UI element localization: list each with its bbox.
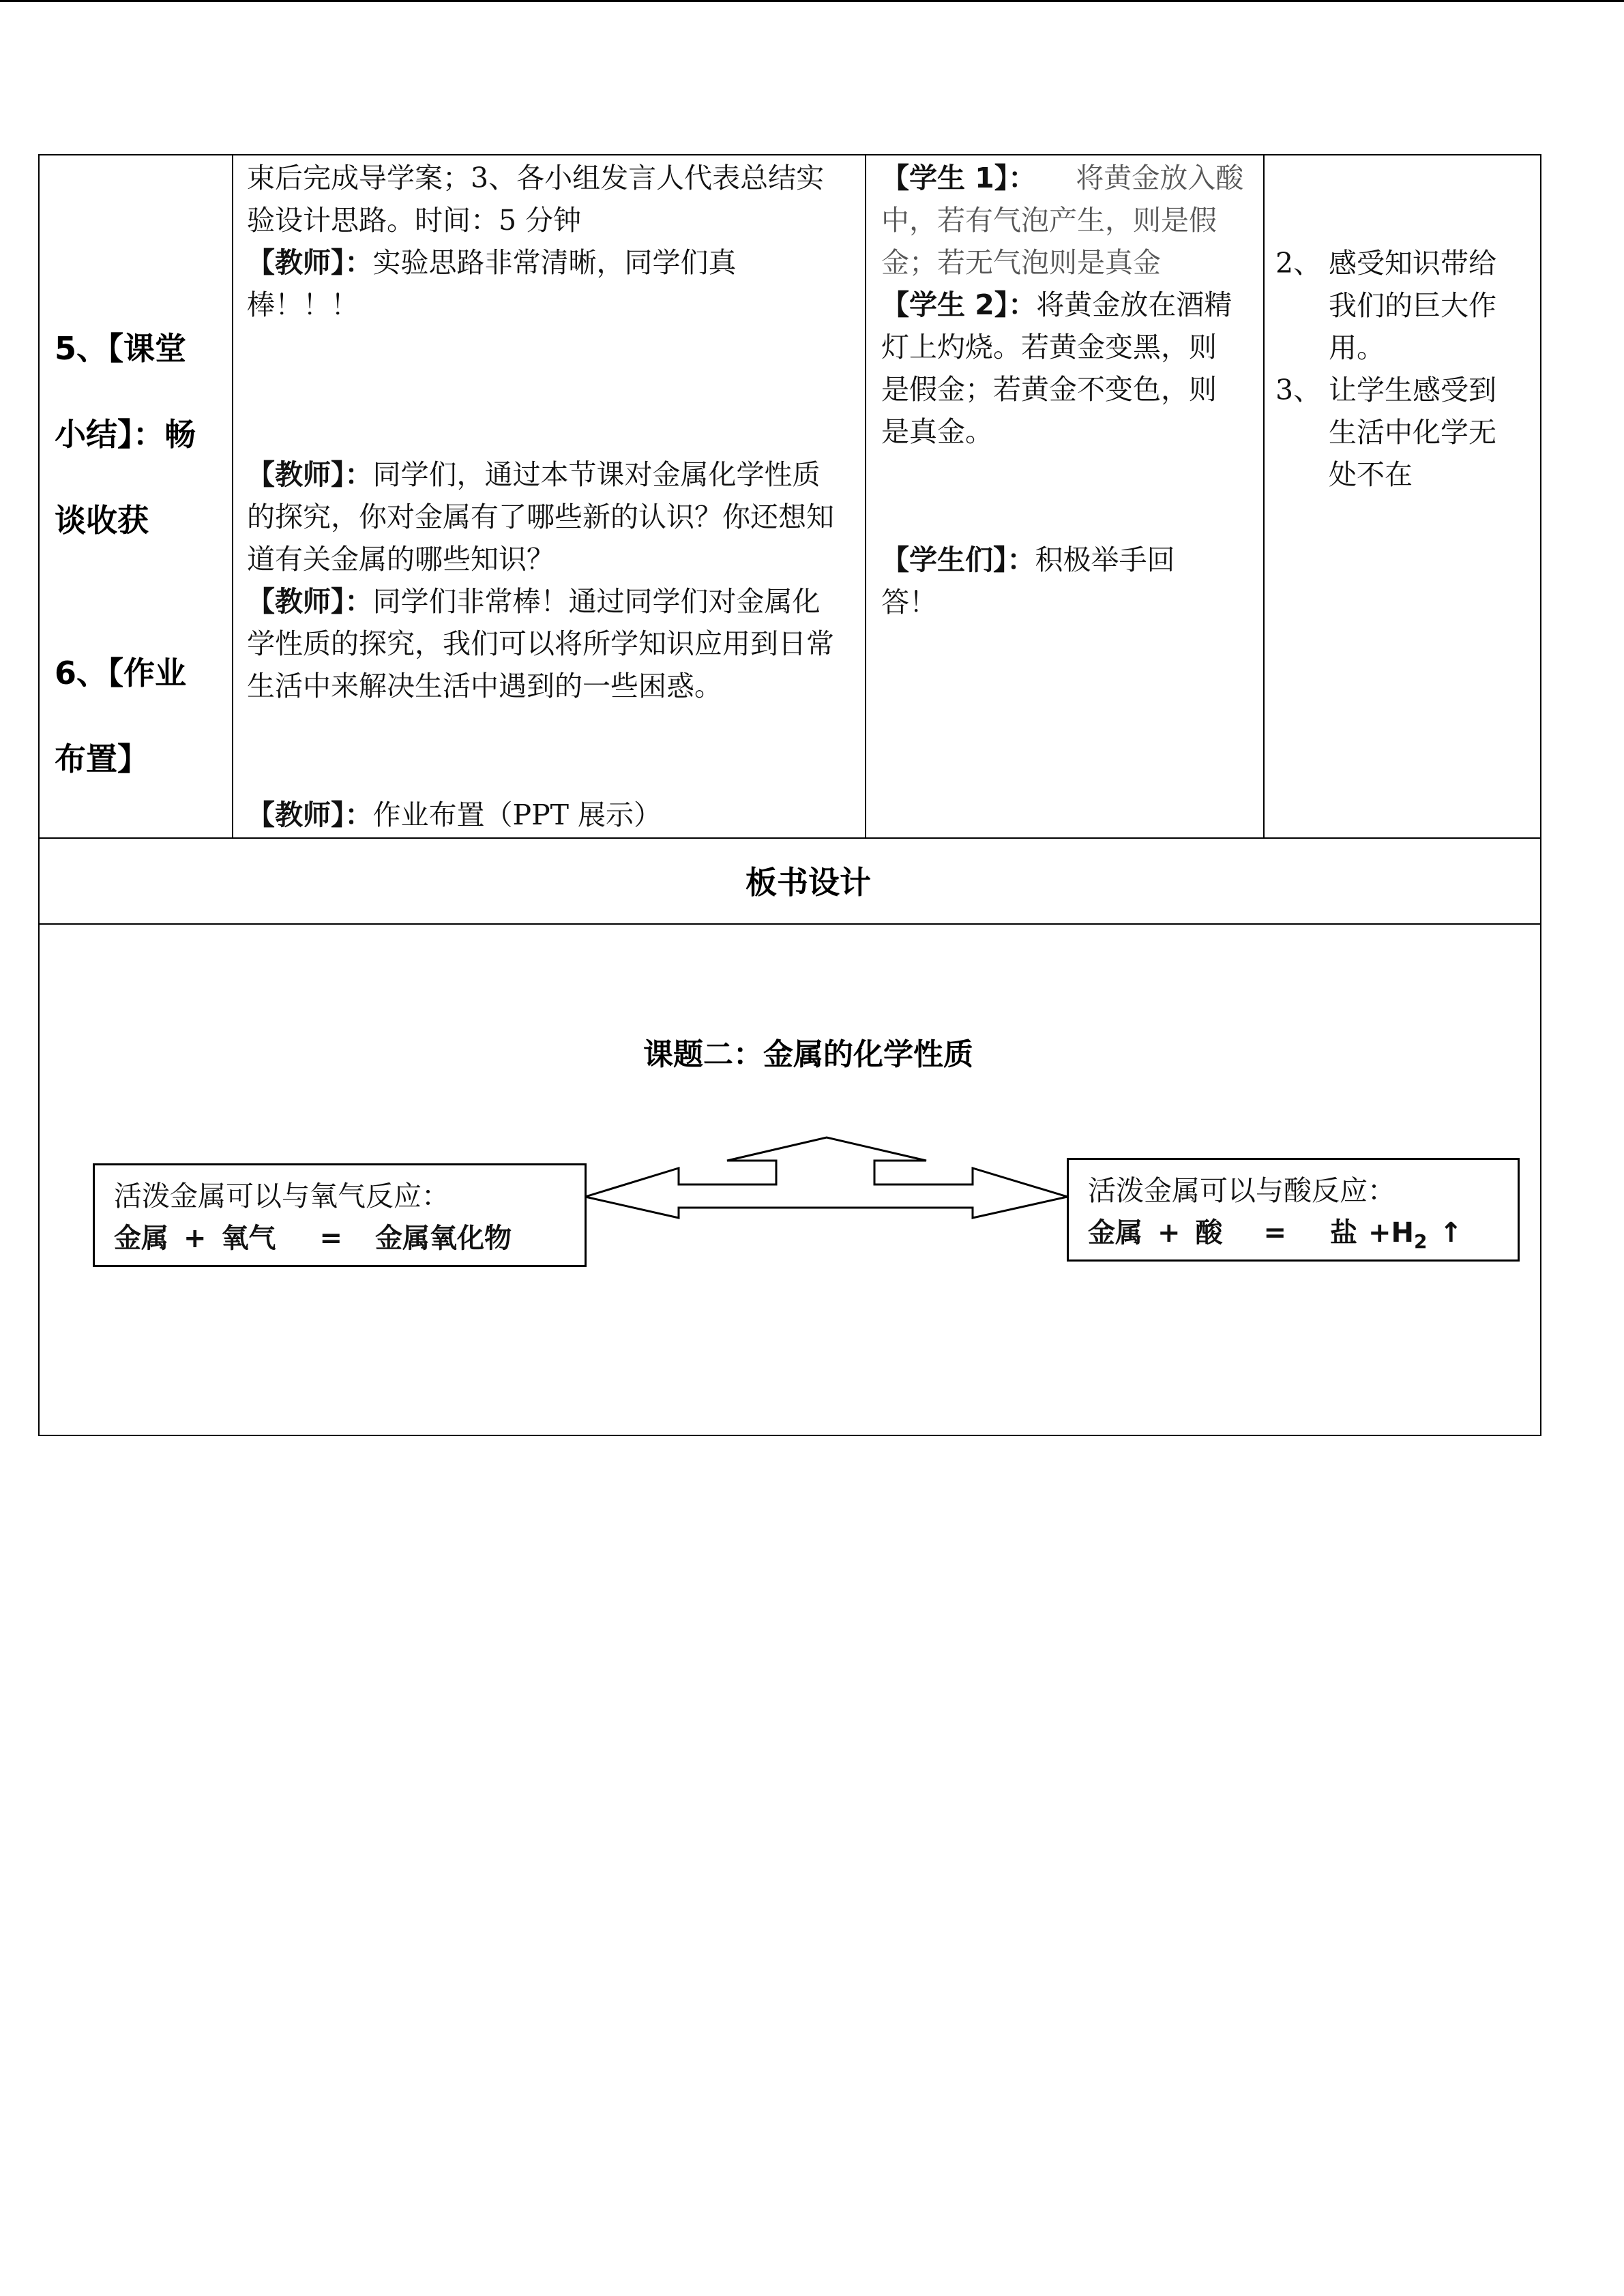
eq-term: 酸 <box>1195 1217 1223 1249</box>
eq-term: +H <box>1368 1217 1415 1249</box>
teacher-label: 【教师】： <box>247 246 373 279</box>
eq-operator: + <box>1157 1217 1181 1249</box>
purpose-number: 2、 <box>1275 247 1322 280</box>
teacher-text: 同学们，通过本节课对金属化学性质 <box>372 458 821 491</box>
teacher-label: 【教师】： <box>247 458 373 491</box>
board-design-header: 板书设计 <box>745 864 871 901</box>
double-arrow-shape <box>585 1137 1067 1218</box>
eq-operator: = <box>319 1223 343 1254</box>
student-line: 是真金。 <box>881 415 993 448</box>
teacher-text: 作业布置（PPT 展示） <box>372 799 662 831</box>
teacher-line: 棒！！！ <box>247 288 359 321</box>
board-title: 课题二：金属的化学性质 <box>643 1037 973 1072</box>
acid-reaction-box <box>1067 1158 1520 1262</box>
teacher-line: 的探究，你对金属有了哪些新的认识？你还想知 <box>247 501 834 533</box>
eq-term: 盐 <box>1330 1217 1358 1249</box>
purpose-line: 我们的巨大作 <box>1329 289 1496 322</box>
purpose-number: 3、 <box>1275 374 1322 406</box>
teacher-label: 【教师】： <box>247 585 373 618</box>
teacher-text: 同学们非常棒！通过同学们对金属化 <box>372 585 821 618</box>
section-5-line: 谈收获 <box>55 502 149 539</box>
oxygen-reaction-box <box>93 1163 587 1267</box>
eq-term: 金属氧化物 <box>375 1223 512 1254</box>
teacher-line: 学性质的探究，我们可以将所学知识应用到日常 <box>247 627 834 660</box>
eq-term: 金属 <box>1088 1217 1142 1249</box>
student-text: 将黄金放在酒精 <box>1036 288 1232 321</box>
acid-reaction-equation <box>1088 1212 1498 1263</box>
oxygen-reaction-equation <box>114 1217 565 1259</box>
purpose-line: 用。 <box>1329 331 1385 364</box>
acid-reaction-text: 活泼金属可以与酸反应： <box>1088 1174 1396 1207</box>
teacher-line: 验设计思路。时间：5 分钟 <box>247 204 582 237</box>
student-line: 是假金；若黄金不变色，则 <box>881 373 1217 406</box>
student-label: 【学生 1】： <box>881 162 1037 194</box>
section-6-line: 6、【作业 <box>55 655 187 691</box>
student-label: 【学生 2】： <box>881 288 1037 321</box>
purpose-line: 处不在 <box>1329 458 1413 491</box>
student-text: 将黄金放入酸 <box>1076 162 1244 194</box>
eq-term: 氧气 <box>221 1223 276 1254</box>
oxygen-reaction-text: 活泼金属可以与氧气反应： <box>114 1180 449 1212</box>
student-line: 答！ <box>881 586 937 618</box>
teacher-line: 束后完成导学案；3、各小组发言人代表总结实 <box>247 162 825 194</box>
purpose-line: 生活中化学无 <box>1329 416 1496 449</box>
purpose-line: 让学生感受到 <box>1329 374 1496 406</box>
teacher-line: 生活中来解决生活中遇到的一些困惑。 <box>247 670 722 702</box>
purpose-line: 感受知识带给 <box>1329 247 1496 280</box>
section-5-line: 小结】：畅 <box>55 416 196 453</box>
student-line: 灯上灼烧。若黄金变黑，则 <box>881 331 1217 363</box>
eq-subscript: 2 <box>1414 1230 1428 1253</box>
teacher-line: 道有关金属的哪些知识？ <box>247 543 555 576</box>
student-line: 金；若无气泡则是真金 <box>881 246 1161 279</box>
teacher-text: 实验思路非常清晰，同学们真 <box>372 246 737 279</box>
eq-operator: = <box>1263 1217 1287 1249</box>
up-arrow-icon: ↑ <box>1439 1217 1463 1249</box>
eq-term: 金属 <box>114 1223 168 1254</box>
teacher-label: 【教师】： <box>247 799 373 831</box>
eq-operator: + <box>183 1223 207 1254</box>
student-line: 中，若有气泡产生，则是假 <box>881 204 1217 237</box>
student-label: 【学生们】： <box>881 543 1035 576</box>
student-text: 积极举手回 <box>1035 543 1175 576</box>
section-5-line: 5、【课堂 <box>55 330 187 367</box>
section-6-line: 布置】 <box>55 741 149 777</box>
